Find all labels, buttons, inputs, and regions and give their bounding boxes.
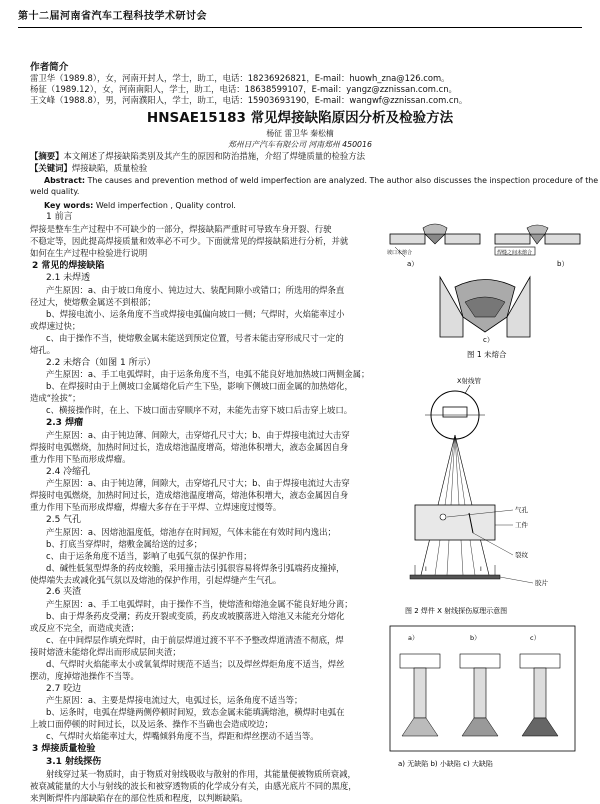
fig2-work-label: 工件 xyxy=(515,521,528,529)
fig1-note-b: 焊缝之间未熔合 xyxy=(497,250,533,256)
en-keywords xyxy=(44,200,592,211)
s23-line-1: 产生原因：a、由于钝边薄、间隙大，击穿熔孔尺寸大；b、由于焊接电流过大击穿 xyxy=(46,429,350,440)
s25-line-2: b、打底当穿焊时，熔敷金属给送的过多； xyxy=(46,538,203,549)
fig1-part-c xyxy=(440,277,530,337)
authors-intro-title: 作者简介 xyxy=(30,62,69,73)
fig2-film-label: 胶片 xyxy=(535,579,548,587)
s21-line-2: 径过大，使熔敷金属送不到根部； xyxy=(30,296,156,307)
figure-1 xyxy=(385,222,585,372)
s22-line-1: 产生原因：a、手工电弧焊时，由于运条角度不当，电弧不能良好地加热坡口两侧金属； xyxy=(46,369,370,380)
fig1-caption: 图 1 未熔合 xyxy=(467,350,507,359)
film xyxy=(410,575,500,579)
s31-line-2: 被衰减能量的大小与射线的波长和被穿透物质的化学成分有关，由感光底片不同的黑度， xyxy=(30,780,357,791)
workpiece xyxy=(415,505,495,540)
section-2-2-title: 2.2 未熔合（如图 1 所示） xyxy=(46,357,156,368)
fig3-label-b: b） xyxy=(470,634,481,642)
section-3-1-title: 3.1 射线探伤 xyxy=(46,756,102,767)
figure-2 xyxy=(385,375,585,620)
fig2-intensity-b: I xyxy=(480,566,482,573)
s22-line-3: 造成“捡拔”； xyxy=(30,393,81,404)
s21-line-1: 产生原因：a、由于坡口角度小、钝边过大、装配间隙小或错口；所选用的焊条直 xyxy=(46,285,345,296)
s26-line-1: 产生原因：a、手工电弧焊时，由于操作不当，使熔渣和熔池金属不能良好地分离； xyxy=(46,599,353,610)
s25-line-3: c、由于运条角度不适当，影响了电弧气氛的保护作用； xyxy=(46,550,252,561)
section-2-5-title: 2.5 气孔 xyxy=(46,515,82,526)
s25-line-1: 产生原因：a、因熔池温度低，熔池存在时间短，气体未能在有效时间内逸出； xyxy=(46,526,336,537)
s21-line-4: 或焊速过快； xyxy=(30,320,81,331)
en-abstract xyxy=(44,175,599,186)
author-line-1: 雷卫华（1989.8），女，河南开封人，学士，助工，电话：18236926821，E-mail：huowh_zna@126.com。 xyxy=(30,73,450,83)
en-keywords-label: Key words: xyxy=(44,201,94,210)
fig1-note-a: 坡口未熔合 xyxy=(387,250,413,256)
s27-line-4: c、气焊时火焰能率过大，焊嘴倾斜角度不当，焊距和焊丝摆动不适当等。 xyxy=(46,731,319,742)
fig2-intensity-a: I xyxy=(425,566,427,573)
fig3-label-a: a） xyxy=(408,634,419,642)
s25-line-4: d、碱性低氢型焊条的药皮较脆，采用撞击法引弧很容易将焊条引弧端药皮撞掉， xyxy=(46,562,345,573)
s1-line-1: 焊接是整车生产过程中不可缺少的一部分，焊接缺陷严重时可导致车身开裂、行驶 xyxy=(30,223,332,234)
section-2-3-title: 2.3 焊瘤 xyxy=(46,418,84,429)
s27-line-2: b、运条时，电弧在焊缝两侧停顿时间短，致态金属未能填满熔池，横焊时电弧在 xyxy=(46,707,345,718)
en-abstract-line2: weld quality. xyxy=(30,187,80,196)
s22-line-4: c、横接操作时，在上、下坡口面击穿顺序不对，未能先击穿下坡口后击穿上坡口。 xyxy=(46,405,353,416)
fig2-gas-label: 气孔 xyxy=(515,506,528,514)
cn-abstract-text: 本文阐述了焊接缺陷类别及其产生的原因和防治措施，介绍了焊缝质量的检验方法 xyxy=(63,151,365,161)
section-2-6-title: 2.6 夹渣 xyxy=(46,587,82,598)
section-3-title: 3 焊接质量检验 xyxy=(32,744,96,755)
s31-line-1: 射线穿过某一物质时，由于物质对射线吸收与散射的作用，其能量便被物质所衰减， xyxy=(46,768,356,779)
s31-line-3: 来判断焊件内部缺陷存在的部位性质和程度，以判断缺陷。 xyxy=(30,792,248,803)
s26-line-6: d、气焊时火焰能率太小或氧氧焊时规范不适当；以及焊丝焊炬角度不适当，焊丝 xyxy=(46,658,345,669)
author-line-3: 王文峰（1988.8），男，河南濮阳人，学士，助工，电话：15903693190，E-mail：wangwf@zznissan.com.cn。 xyxy=(30,95,468,105)
s26-line-5: 接时熔渣未能熔化焊出而形成层间夹渣； xyxy=(30,646,181,657)
fig2-source-label: X射线管 xyxy=(457,377,481,385)
en-abstract-label: Abstract: xyxy=(44,176,86,185)
s24-line-2: 焊接时电弧燃烧，加热时间过长，造成熔池温度增高，熔池体积增大，液态金属因自身 xyxy=(30,490,349,501)
cn-keywords-label: 【关键词】 xyxy=(30,163,72,173)
fig1-label-c: c） xyxy=(483,336,494,344)
s23-line-2: 焊接时电弧燃烧，加热时间过长，造成熔池温度增高，熔池体积增大，液态金属因自身 xyxy=(30,441,349,452)
s26-line-2: b、由于焊条药皮受潮；药皮开裂或变质，药皮或坡膜落进入熔池又未能充分熔化 xyxy=(46,611,345,622)
s26-line-4: c、在中间焊层作填充焊时，由于前层焊道过渡不平不予整改焊道清渣不彻底，焊 xyxy=(46,635,344,646)
s22-line-2: b、在焊接时由于上侧坡口金属熔化后产生下坠，影响下侧坡口面金属的加热熔化， xyxy=(46,381,353,392)
s21-line-3: b、焊接电流小、运条角度不当或焊接电弧偏向坡口一侧；气焊时，火焰能率过小 xyxy=(46,308,345,319)
en-abstract-text-1: The causes and prevention method of weld imperfection are analyzed. The author also discusses the inspection procedure of the xyxy=(87,176,599,185)
paper-title: HNSAE15183 常见焊接缺陷原因分析及检验方法 xyxy=(146,110,454,126)
s1-line-2: 不稳定等，因此提高焊接质量和效率必不可少。下面就常见的焊接缺陷进行分析，并就 xyxy=(30,235,349,246)
fig1-label-a: a） xyxy=(407,260,419,268)
s24-line-1: 产生原因：a、由于钝边薄，间隙大，击穿熔孔尺寸大；b、由于焊接电流过大击穿 xyxy=(46,478,350,489)
s25-line-5: 使焊端失去或减化弧气氛以及熔池的保护作用，引起焊缝产生气孔。 xyxy=(30,574,282,585)
s24-line-3: 重力作用下坠而形成焊瘤，焊瘤大多存在于平焊、立焊速度过慢等。 xyxy=(30,502,282,513)
cn-keywords xyxy=(30,163,578,175)
fig3-label-c: c） xyxy=(530,634,541,642)
fig2-caption: 图 2 焊件 X 射线探伤原理示意图 xyxy=(405,607,508,615)
section-1-title: 1 前言 xyxy=(46,212,73,222)
paper-authors: 杨征 雷卫华 秦松楠 xyxy=(266,129,334,138)
fig3-caption: a) 无缺陷 b) 小缺陷 c) 大缺陷 xyxy=(398,760,493,768)
cn-keywords-text: 焊接缺陷，质量检验 xyxy=(71,163,148,173)
s27-line-1: 产生原因：a、主要是焊接电流过大，电弧过长，运条角度不适当等； xyxy=(46,695,303,706)
body-text xyxy=(30,211,370,804)
s21-line-6: 熔孔。 xyxy=(30,344,56,355)
paper-affiliation: 郑州日产汽车有限公司 河南郑州 450016 xyxy=(228,140,372,149)
s27-line-3: 上坡口面停顿的时间过长，以及运条、操作不当确也会造成咬边； xyxy=(30,719,273,730)
en-keywords-text: Weld imperfection , Quality control. xyxy=(95,201,236,210)
fig1-label-b: b） xyxy=(557,260,569,268)
section-2-4-title: 2.4 冷缩孔 xyxy=(46,466,91,477)
figure-3 xyxy=(390,626,590,771)
gas-pore xyxy=(440,514,446,520)
s23-line-3: 重力作用下坠而形成焊瘤。 xyxy=(30,453,131,464)
fig2-crack-label: 裂纹 xyxy=(515,551,528,559)
s26-line-7: 摆动，度掉熔池操作不当等。 xyxy=(30,670,139,681)
section-2-7-title: 2.7 咬边 xyxy=(46,683,82,694)
s21-line-5: c、由于操作不当，使熔敷金属未能送到预定位置，号者未能击穿形成尺寸一定的 xyxy=(46,332,344,343)
s1-line-3: 如何在生产过程中检验进行说明 xyxy=(30,247,148,258)
cn-abstract xyxy=(30,151,578,163)
s26-line-3: 或反应不完全，而造成夹渣； xyxy=(30,623,139,634)
author-line-2: 杨征（1989.12），女，河南南阳人，学士，助工，电话：18638599107，E-mail：yangz@zznissan.com.cn。 xyxy=(30,84,457,94)
cn-abstract-label: 【摘要】 xyxy=(30,151,64,161)
section-2-title: 2 常见的焊接缺陷 xyxy=(32,260,105,271)
header-rule xyxy=(18,27,582,28)
conference-header: 第十二届河南省汽车工程科技学术研讨会 xyxy=(18,11,207,22)
section-2-1-title: 2.1 未焊透 xyxy=(46,273,91,284)
